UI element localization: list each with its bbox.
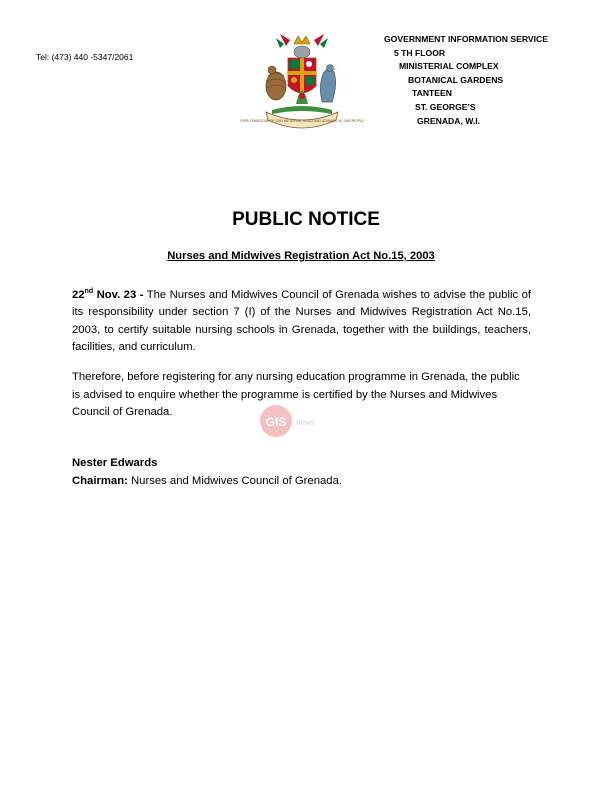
notice-date bbox=[72, 289, 143, 301]
notice-title: PUBLIC NOTICE bbox=[232, 209, 380, 230]
watermark-side-text: news bbox=[296, 418, 315, 427]
address-line: MINISTERIAL COMPLEX bbox=[399, 61, 499, 72]
gis-watermark-icon bbox=[258, 403, 348, 439]
role-label: Chairman: bbox=[72, 475, 128, 487]
notice-paragraph-1 bbox=[72, 283, 531, 357]
telephone-number: Tel: (473) 440 -5347/2061 bbox=[36, 52, 134, 62]
address-line: GRENADA, W.I. bbox=[417, 115, 481, 126]
address-line: GOVERNMENT INFORMATION SERVICE bbox=[384, 34, 548, 44]
address-line: TANTEEN bbox=[412, 88, 452, 99]
notice-paragraph-2: Therefore, before registering for any nursing education programme in Grenada, the public is advised to enquire whether the programme is certified by the Nurses and Midwives Council of Grenada. bbox=[72, 371, 520, 418]
crest-motto: EVER CONSCIOUS OF GOD WE ASPIRE, BUILD AND ADVANCE AS ONE PEOPLE bbox=[240, 119, 364, 123]
address-line: 5 TH FLOOR bbox=[394, 47, 446, 58]
address-line: ST. GEORGE’S bbox=[415, 101, 476, 112]
signer-name: Nester Edwards bbox=[72, 457, 158, 469]
role-text: Nurses and Midwives Council of Grenada. bbox=[127, 475, 342, 487]
watermark-logo-text: GIS bbox=[265, 415, 287, 429]
date-day: 22 bbox=[72, 288, 85, 301]
paragraph-1-text: The Nurses and Midwives Council of Grenada wishes to advise the public of its responsibility under section 7 (I) of the Nurses and Midwives Registration Act No.15, 2003, to certify suitable nursing schools in Grenada, together with the buildings, teachers, facilities, and curriculum. bbox=[72, 288, 531, 354]
address-line: BOTANICAL GARDENS bbox=[408, 74, 504, 85]
signer-role bbox=[72, 475, 342, 487]
office-address bbox=[384, 33, 548, 128]
coat-of-arms-icon bbox=[240, 24, 364, 134]
notice-subtitle: Nurses and Midwives Registration Act No.15, 2003 bbox=[167, 250, 435, 262]
date-suffix: nd bbox=[84, 288, 94, 295]
date-rest: Nov. 23 - bbox=[93, 288, 144, 301]
